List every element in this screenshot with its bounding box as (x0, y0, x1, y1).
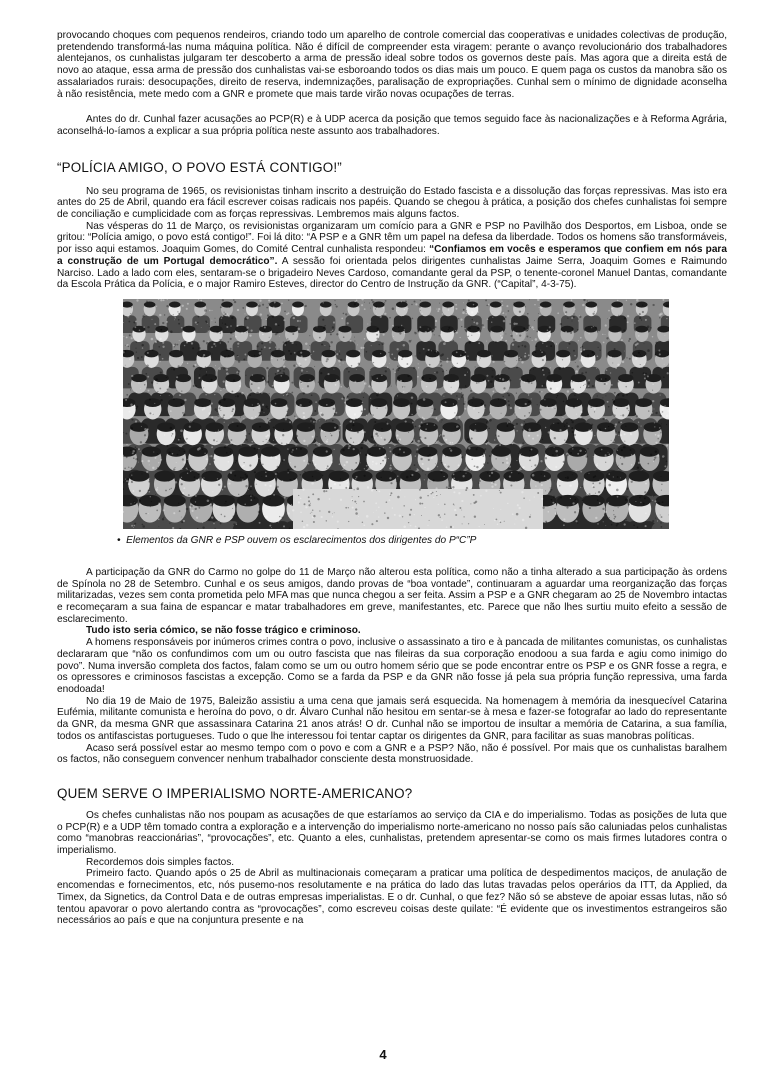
paragraph: provocando choques com pequenos rendeiros, criando todo um aparelho de controle comercial das cooperativas e unidades colectivas de produção, pretendendo transformá-las numa máquina política. Não é difícil de compreender esta viragem: perante o avanço revolucionário dos trabalhadores alentejanos, os cunhalistas julgaram ter descoberto a arma de pressão ideal sobre todos os governos deste país. Mas agora que a direita está de novo ao ataque, essa arma de pressão dos cunhalistas vai-se esboroando todos os dias mais um pouco. E quem paga os custos da manobra são os assalariados rurais: desocupações, direito de reserva, indemnizações, paralisação de expropriações. Cunhal sem o mínimo de dignidade aconselha à não resistência, mete medo com a GNR e promete que mais tarde virão novas ocupações de terras. (57, 30, 727, 100)
paragraph: A homens responsáveis por inúmeros crimes contra o povo, inclusive o assassinato a tiro e à pancada de militantes comunistas, os cunhalistas declararam que “não os confundimos com um ou outro fascista que nas fileiras da sua corporação enodoou a sua farda e agiu como inimigo do povo”. Numa inversão completa dos factos, falam como se um ou outro homem sério que se pode encontrar entre os PSP e os GNR fosse a regra, e os opressores e criminosos fascistas a excepção. Como se a farda da PSP e da GNR não fosse já pela sua própria função repressiva, uma farda enodoada! (57, 637, 727, 695)
paragraph: A participação da GNR do Carmo no golpe do 11 de Março não alterou esta política, como não a tinha alterado a sua participação às ordens de Spínola no 28 de Setembro. Cunhal e os seus amigos, dando provas de “boa vontade”, continuaram a aguardar uma reorganização das forças militarizadas, vezes sem conta prometida pelo MFA mas que nunca chegou a ser feita. Assim a PSP e a GNR chegaram ao 25 de Novembro intactas e recomeçaram a sua faina de espancar e matar trabalhadores em greve, manifestantes, etc. Parece que não lhes surtiu muito efeito a sessão de esclarecimento. (57, 566, 727, 625)
paragraph: Os chefes cunhalistas não nos poupam as acusações de que estaríamos ao serviço da CIA e do imperialismo. Todas as posições de luta que o PCP(R) e a UDP têm tomado contra a exploração e a intervenção do imperialismo norte-americano no nosso país são caluniadas pelos cunhalistas como “manobras reaccionárias”, “provocações”, etc. Quanto a eles, cunhalistas, pretendem apresentar-se como os mais firmes lutadores contra o imperialismo. (57, 809, 727, 857)
page-number: 4 (379, 1047, 387, 1062)
paragraph (57, 221, 727, 291)
paragraph: Tudo isto seria cómico, se não fosse trágico e criminoso. (86, 625, 361, 637)
paragraph: Antes do dr. Cunhal fazer acusações ao PCP(R) e à UDP acerca da posição que temos seguido face às nacionalizações e à Reforma Agrária, aconselhá-lo-íamos a explicar a sua própria política neste assunto aos trabalhadores. (57, 114, 727, 137)
paragraph-text: Nas vésperas do 11 de Março, os revisionistas organizaram um comício para a GNR e PSP no Pavilhão dos Desportos, em Lisboa, onde se gritou: “Polícia amigo, o povo está contigo!”. Foi lá dito: “A PSP e a GNR têm um papel na defesa da liberdade. Todos os homens são transformáveis, por isso aqui estamos. Joaquim Gomes, do Comité Central cunhalista respondeu: (57, 220, 727, 256)
paragraph-text: A sessão foi orientada pelos dirigentes cunhalistas Jaime Serra, Joaquim Gomes e Raimundo Narciso. Lado a lado com eles, sentaram-se o brigadeiro Neves Cardoso, comandante geral da PSP, o tenente-coronel Manuel Dantas, comandante da Escola Prática da Polícia, e o major Ramiro Esteves, director do Centro de Instrução da GNR. (“Capital”, 4-3-75). (57, 255, 727, 291)
photo-caption: • Elementos da GNR e PSP ouvem os esclarecimentos dos dirigentes do P“C”P (117, 534, 477, 546)
page-body (57, 30, 727, 927)
paragraph: Primeiro facto. Quando após o 25 de Abril as multinacionais começaram a praticar uma política de despedimentos maciços, de anulação de encomendas e fornecimentos, etc, nós pusemo-nos resolutamente e na prática do lado das lutas travadas pelos operários da ITT, da Applied, da Timex, da Signetics, da Control Data e de outras empresas imperialistas. E o dr. Cunhal, o que fez? Não só se absteve de apoiar essas lutas, não só tentou apavorar o povo alertando contra as “provocações”, como escreveu coisas deste quilate: “É evidente que os investimentos estrangeiros são necessários ao país e que na conjuntura presente e na (57, 868, 727, 927)
paragraph: No dia 19 de Maio de 1975, Baleizão assistiu a uma cena que jamais será esquecida. Na homenagem à memória da inesquecível Catarina Eufémia, militante comunista e heroína do povo, o dr. Álvaro Cunhal não hesitou em sentar-se à mesa e fazer-se fotografar ao lado do representante da GNR, da mesma GNR que assassinara Catarina 21 anos atrás! O dr. Cunhal não se importou de insultar a memória de Catarina, a sua família, todos os antifascistas portugueses. Tudo o que lhe interessou foi tentar captar os dirigentes da GNR, para facilitar as suas manobras políticas. (57, 695, 727, 742)
paragraph: Recordemos dois simples factos. (86, 856, 235, 868)
caption-text: Elementos da GNR e PSP ouvem os esclarecimentos dos dirigentes do P“C”P (126, 534, 477, 546)
paragraph: Acaso será possível estar ao mesmo tempo com o povo e com a GNR e a PSP? Não, não é possível. Por mais que os cunhalistas baralhem os factos, não conseguem convencer nenhum trabalhador consciente desta monstruosidade. (57, 742, 727, 766)
bold-quote: “Confiamos em vocês e esperamos que confiem em nós para a construção de um Portugal democrático”. (57, 244, 727, 267)
section-heading: QUEM SERVE O IMPERIALISMO NORTE-AMERICANO? (57, 785, 413, 801)
section-heading: “POLÍCIA AMIGO, O POVO ESTÁ CONTIGO!” (57, 159, 342, 175)
photo-gnr-psp-audience (123, 299, 669, 529)
paragraph: No seu programa de 1965, os revisionistas tinham inscrito a destruição do Estado fascista e a dissolução das forças repressivas. Mas isto era antes do 25 de Abril, quando era fácil escrever coisas radicais nos papéis. Quando se chegou à prática, a posição dos chefes cunhalistas foi sempre de conciliação e cumplicidade com as forças repressivas. Lembremos mais alguns factos. (57, 185, 727, 221)
photo-image (123, 299, 669, 529)
